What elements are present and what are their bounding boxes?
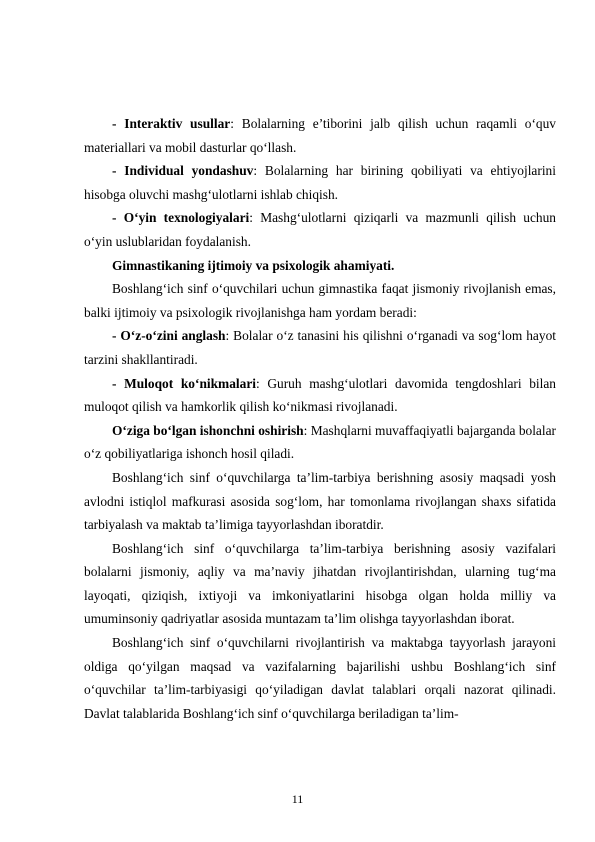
term-interactive-methods: - Interaktiv usullar — [112, 116, 231, 131]
paragraph-intro: Boshlang‘ich sinf o‘quvchilari uchun gimnastika faqat jismoniy rivojlanish emas, balki ijtimoiy va psixologik rivojlanishga ham yordam beradi: — [84, 281, 556, 320]
term-individual-approach: - Individual yondashuv — [112, 163, 254, 179]
paragraph-main-goal: Boshlang‘ich sinf o‘quvchilarga ta’lim-tarbiya berishning asosiy maqsadi yosh avlodni istiqlol mafkurasi asosida sog‘lom, har tomonlama rivojlangan shaxs sifatida tarbiyalash va maktab ta’limiga tayyorlashdan iboratdir. — [84, 469, 556, 533]
paragraph-main-tasks: Boshlang‘ich sinf o‘quvchilarga ta’lim-tarbiya berishning asosiy vazifalari bolalarni jismoniy, aqliy va ma’naviy jihatdan rivojlantirishdan, ularning tug‘ma layoqati, qiziqish, ixtiyoji va imkoniyatlarini hisobga olgan holda milliy va umuminsoniy qadriyatlar asosida muntazam ta’lim olishga tayyorlashdan iborat. — [84, 540, 556, 627]
paragraph-communication-skills — [84, 372, 556, 419]
paragraph-self-awareness — [84, 324, 556, 371]
definition-interactive-methods: : Bolalarning e’tiborini jalb qilish uchun raqamli o‘quv materiallari va mobil dasturlar qo‘llash. — [84, 116, 556, 155]
definition-game-technologies: : Mashg‘ulotlarni qiziqarli va mazmunli qilish uchun o‘yin uslublaridan foydalanish. — [84, 210, 556, 249]
paragraph-game-technologies — [84, 206, 556, 253]
page-number: 11 — [291, 792, 304, 806]
term-game-technologies: - O‘yin texnologiyalari — [112, 210, 250, 226]
definition-individual-approach: : Bolalarning har birining qobiliyati va ehtiyojlarini hisobga oluvchi mashg‘ulotlarni ishlab chiqish. — [84, 163, 556, 202]
paragraph-self-confidence — [84, 419, 556, 466]
definition-self-confidence: : Mashqlarni muvaffaqiyatli bajarganda bolalar o‘z qobiliyatlariga ishonch hosil qiladi. — [84, 422, 556, 462]
section-heading: Gimnastikaning ijtimoiy va psixologik ahamiyati. — [112, 257, 395, 273]
definition-self-awareness: : Bolalar o‘z tanasini his qilishni o‘rganadi va sog‘lom hayot tarzini shakllantiradi. — [84, 328, 556, 367]
paragraph-state-requirements: Boshlang‘ich sinf o‘quvchilarni rivojlantirish va maktabga tayyorlash jarayoni oldiga qo‘yilgan maqsad va vazifalarning bajarilishi ushbu Boshlang‘ich sinf o‘quvchilar ta’lim-tarbiyasigi qo‘yiladigan davlat talablari orqali nazorat qilinadi. Davlat talablarida Boshlang‘ich sinf o‘quvchilarga beriladigan ta’lim- — [84, 635, 556, 721]
term-communication-skills: - Muloqot ko‘nikmalari — [112, 375, 256, 391]
term-self-confidence: O‘ziga bo‘lgan ishonchni oshirish — [112, 422, 304, 438]
definition-communication-skills: : Guruh mashg‘ulotlari davomida tengdoshlari bilan muloqot qilish va hamkorlik qilish ko‘nikmasi rivojlanadi. — [84, 375, 557, 415]
paragraph-individual-approach — [84, 159, 556, 206]
paragraph-interactive-methods — [84, 112, 556, 159]
term-self-awareness: - O‘z-o‘zini anglash — [112, 328, 226, 344]
document-body — [84, 112, 556, 725]
